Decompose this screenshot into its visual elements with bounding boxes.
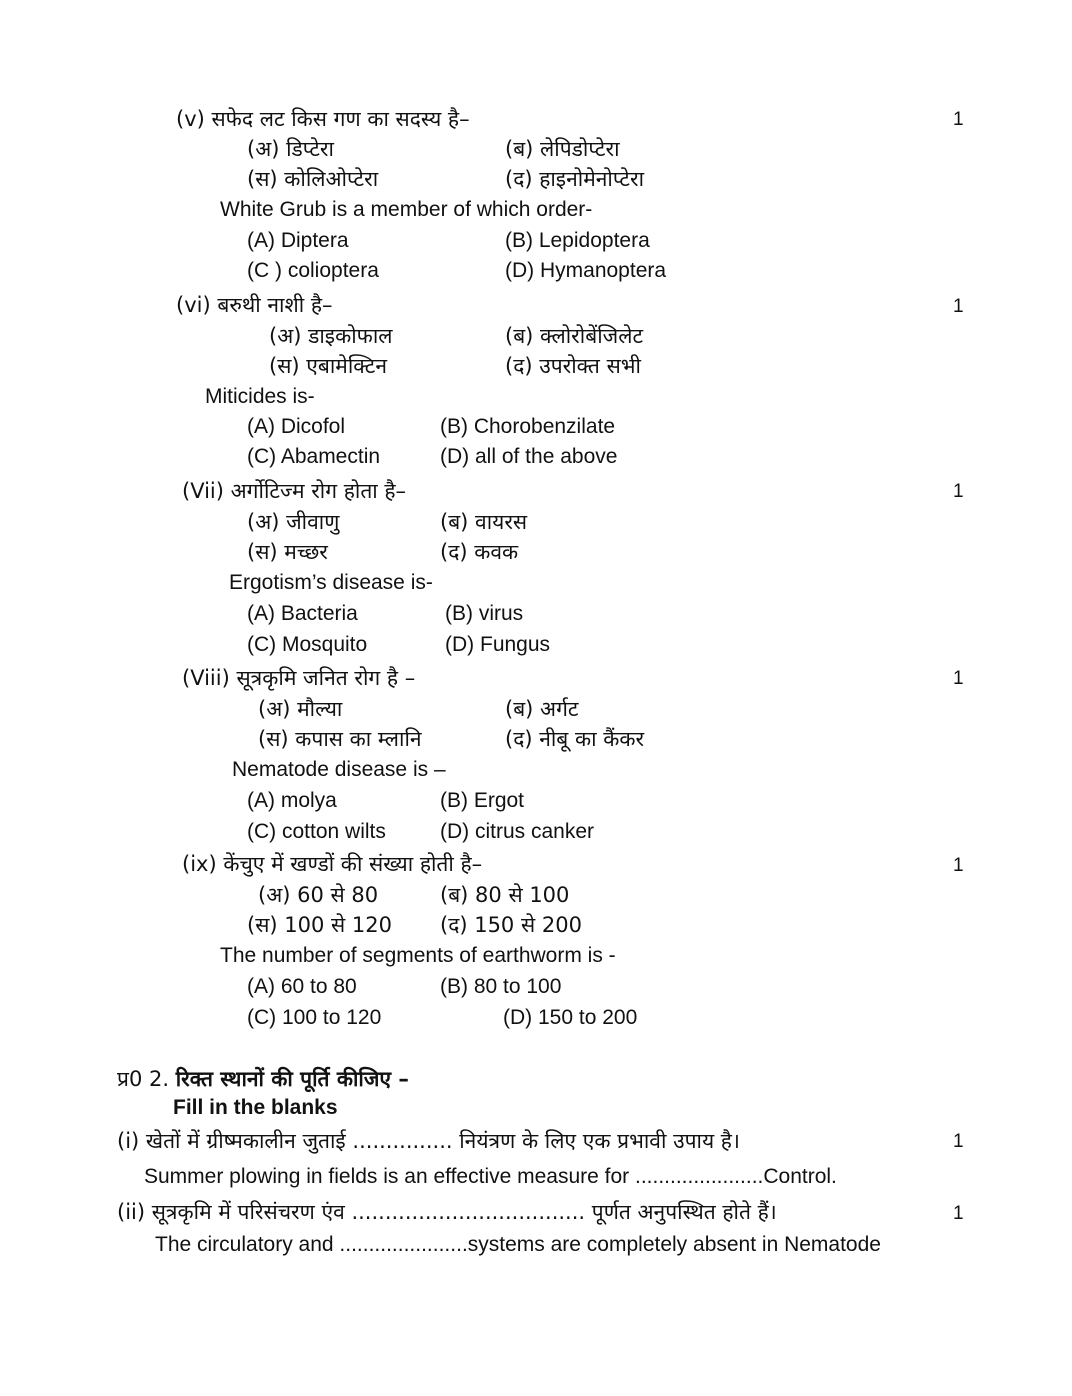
- q9-hindi-option-c: (स) 100 से 120: [247, 913, 392, 937]
- q7-english-option-c: (C) Mosquito: [247, 633, 368, 656]
- q8-mark: 1: [953, 668, 964, 689]
- q7-english-option-a: (A) Bacteria: [247, 602, 358, 625]
- q6-english-question: Miticides is-: [205, 385, 315, 408]
- blank-1-english: Summer plowing in fields is an effective measure for ......................Control.: [144, 1165, 837, 1188]
- q8-english-question: Nematode disease is –: [232, 758, 446, 781]
- q5-mark: 1: [953, 109, 964, 130]
- blank-1-hindi: (i) खेतों में ग्रीष्मकालीन जुताई ............... नियंत्रण के लिए एक प्रभावी उपाय है।: [117, 1129, 740, 1153]
- section2-title-english: Fill in the blanks: [173, 1096, 338, 1119]
- q6-english-option-a: (A) Dicofol: [247, 415, 346, 438]
- q6-hindi-option-c: (स) एबामेक्टिन: [269, 354, 387, 378]
- q6-hindi-option-a: (अ) डाइकोफाल: [269, 324, 393, 348]
- q5-hindi-option-a: (अ) डिप्टेरा: [247, 137, 334, 161]
- q9-english-question: The number of segments of earthworm is -: [220, 944, 616, 967]
- q9-hindi-option-a: (अ) 60 से 80: [258, 883, 379, 907]
- q7-hindi-option-a: (अ) जीवाणु: [247, 510, 340, 534]
- q7-hindi-option-b: (ब) वायरस: [440, 510, 528, 534]
- q8-english-option-c: (C) cotton wilts: [247, 820, 386, 843]
- q9-mark: 1: [953, 855, 964, 876]
- q9-hindi-option-d: (द) 150 से 200: [440, 913, 582, 937]
- q6-english-option-d: (D) all of the above: [440, 445, 618, 468]
- q5-hindi-option-d: (द) हाइनोमेनोप्टेरा: [505, 167, 645, 191]
- blank-2-hindi: (ii) सूत्रकृमि में परिसंचरण एंव ................................... पूर्णत अनुपस्थित होते हैं।: [117, 1200, 777, 1224]
- q9-english-option-b: (B) 80 to 100: [440, 975, 562, 998]
- q5-english-question: White Grub is a member of which order-: [220, 198, 593, 221]
- q8-english-option-b: (B) Ergot: [440, 789, 525, 812]
- q6-english-option-b: (B) Chorobenzilate: [440, 415, 616, 438]
- q7-mark: 1: [953, 481, 964, 502]
- q9-english-option-c: (C) 100 to 120: [247, 1006, 382, 1029]
- q5-english-option-c: (C ) colioptera: [247, 259, 379, 282]
- q9-english-option-d: (D) 150 to 200: [503, 1006, 638, 1029]
- q6-english-option-c: (C) Abamectin: [247, 445, 381, 468]
- q7-hindi-question: (Vii) अर्गोटिज्म रोग होता है–: [182, 479, 407, 503]
- q9-hindi-option-b: (ब) 80 से 100: [440, 883, 570, 907]
- section2-number: प्र0 2.: [117, 1067, 170, 1091]
- q7-english-option-d: (D) Fungus: [445, 633, 551, 656]
- q7-english-question: Ergotism’s disease is-: [229, 571, 433, 594]
- q5-hindi-question: (v) सफेद लट किस गण का सदस्य है–: [176, 107, 470, 131]
- q8-hindi-option-b: (ब) अर्गट: [505, 697, 579, 721]
- blank-1-mark: 1: [953, 1131, 964, 1152]
- section2-title-hindi: रिक्त स्थानों की पूर्ति कीजिए –: [175, 1067, 409, 1091]
- q8-hindi-option-c: (स) कपास का म्लानि: [258, 727, 422, 751]
- q9-english-option-a: (A) 60 to 80: [247, 975, 357, 998]
- q8-hindi-option-a: (अ) मौल्या: [258, 697, 343, 721]
- q7-hindi-option-c: (स) मच्छर: [247, 540, 328, 564]
- section2-heading: [117, 1065, 409, 1093]
- blank-2-mark: 1: [953, 1203, 964, 1224]
- q8-english-option-a: (A) molya: [247, 789, 337, 812]
- q6-hindi-option-d: (द) उपरोक्त सभी: [505, 354, 641, 378]
- q9-hindi-question: (ix) केंचुए में खण्डों की संख्या होती है–: [182, 852, 483, 876]
- q8-hindi-question: (Viii) सूत्रकृमि जनित रोग है –: [182, 666, 416, 690]
- q6-mark: 1: [953, 296, 964, 317]
- q8-hindi-option-d: (द) नीबू का कैंकर: [505, 727, 645, 751]
- q6-hindi-option-b: (ब) क्लोरोबेंजिलेट: [505, 324, 644, 348]
- q5-hindi-option-b: (ब) लेपिडोप्टेरा: [505, 137, 620, 161]
- q7-english-option-b: (B) virus: [445, 602, 524, 625]
- q8-english-option-d: (D) citrus canker: [440, 820, 595, 843]
- q6-hindi-question: (vi) बरुथी नाशी है–: [176, 293, 333, 317]
- q7-hindi-option-d: (द) कवक: [440, 540, 519, 564]
- q5-english-option-d: (D) Hymanoptera: [505, 259, 667, 282]
- q5-hindi-option-c: (स) कोलिओप्टेरा: [247, 167, 379, 191]
- q5-english-option-b: (B) Lepidoptera: [505, 229, 650, 252]
- blank-2-english: The circulatory and ......................systems are completely absent in Nematode: [155, 1233, 881, 1256]
- q5-english-option-a: (A) Diptera: [247, 229, 349, 252]
